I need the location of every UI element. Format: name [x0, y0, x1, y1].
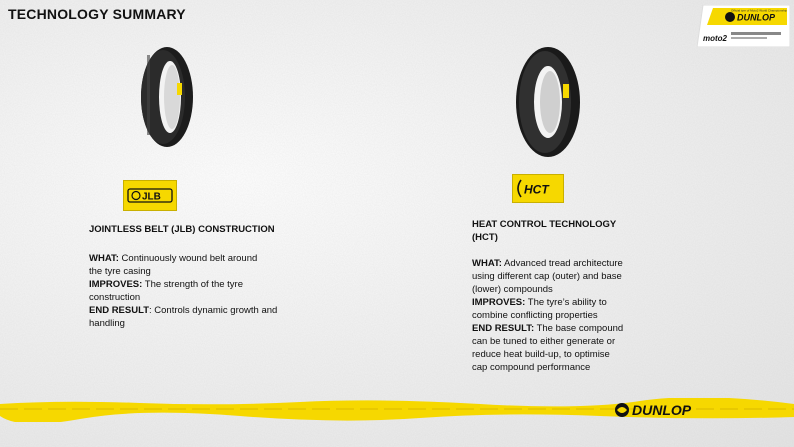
logo-tagline: Official tyre of Moto2 World Championship — [731, 8, 788, 13]
jlb-improves-text-2: construction — [89, 292, 141, 303]
footer-dunlop-logo — [612, 401, 732, 419]
hct-improves-line: combine conflicting properties — [472, 310, 598, 321]
logo-text-dunlop: DUNLOP — [737, 12, 775, 23]
dunlop-moto2-logo — [697, 5, 790, 47]
jlb-description — [89, 252, 319, 330]
tyre-image-left — [125, 45, 200, 150]
footer-logo-text: DUNLOP — [632, 402, 692, 418]
page-title: TECHNOLOGY SUMMARY — [8, 6, 186, 22]
hct-what-line: Advanced tread architecture — [501, 258, 623, 269]
hct-badge — [512, 174, 564, 203]
jlb-end-text-2: handling — [89, 318, 125, 329]
hct-description — [472, 257, 672, 374]
hct-end-line: can be tuned to either generate or — [472, 336, 616, 347]
jlb-what-text: Continuously wound belt around — [118, 253, 258, 264]
hct-what-line: using different cap (outer) and base — [472, 271, 622, 282]
hct-end-label: END RESULT: — [472, 323, 535, 334]
hct-heading-line-2: (HCT) — [472, 232, 498, 243]
hct-end-line: cap compound performance — [472, 362, 591, 373]
hct-badge-text: HCT — [524, 182, 549, 197]
jlb-improves-text: The strength of the tyre — [142, 279, 243, 290]
jlb-what-label: WHAT: — [89, 253, 119, 264]
hct-improves-line: The tyre’s ability to — [525, 297, 607, 308]
jlb-what-text-2: the tyre casing — [89, 266, 151, 277]
jlb-badge — [123, 180, 177, 211]
jlb-badge-text: JLB — [142, 191, 161, 203]
hct-end-line: The base compound — [534, 323, 624, 334]
tyre-image-right — [508, 44, 588, 159]
hct-what-label: WHAT: — [472, 258, 502, 269]
hct-what-line: (lower) compounds — [472, 284, 553, 295]
jlb-heading: JOINTLESS BELT (JLB) CONSTRUCTION — [89, 224, 275, 235]
hct-improves-label: IMPROVES: — [472, 297, 526, 308]
logo-text-moto2: moto2 — [703, 34, 727, 43]
jlb-end-label: END RESULT — [89, 305, 149, 316]
jlb-end-text: : Controls dynamic growth and — [149, 305, 278, 316]
hct-heading — [472, 218, 616, 244]
jlb-improves-label: IMPROVES: — [89, 279, 143, 290]
hct-end-line: reduce heat build-up, to optimise — [472, 349, 610, 360]
hct-heading-line-1: HEAT CONTROL TECHNOLOGY — [472, 219, 617, 230]
